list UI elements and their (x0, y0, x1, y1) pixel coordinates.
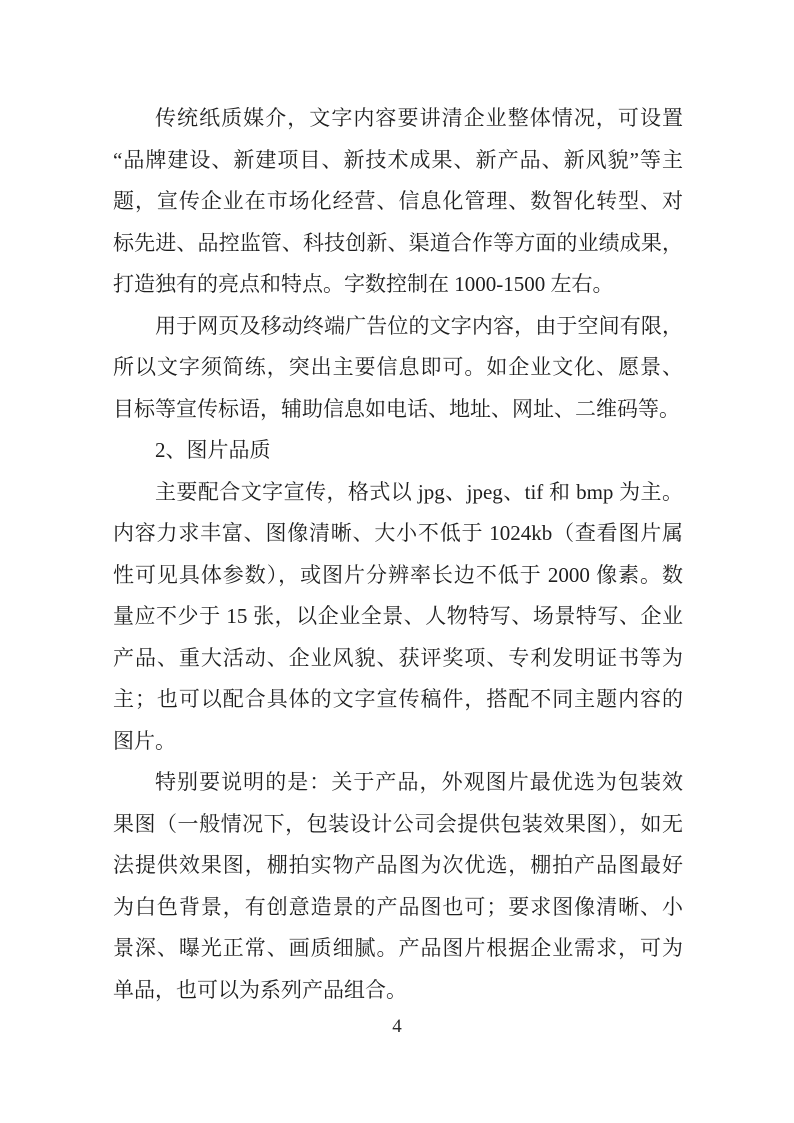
text-line: 题，宣传企业在市场化经营、信息化管理、数智化转型、对 (113, 189, 683, 213)
paragraph (113, 430, 683, 472)
paragraph (113, 762, 683, 1011)
text-line: 打造独有的亮点和特点。字数控制在 1000-1500 左右。 (113, 272, 614, 296)
text-line: 主要配合文字宣传，格式以 jpg、jpeg、tif 和 bmp 为主。 (155, 479, 683, 504)
text-line: 主；也可以配合具体的文字宣传稿件，搭配不同主题内容的 (113, 687, 683, 711)
paragraph (113, 472, 683, 763)
text-line: 特别要说明的是：关于产品，外观图片最优选为包装效 (155, 770, 683, 794)
text-line: 为白色背景，有创意造景的产品图也可；要求图像清晰、小 (113, 894, 683, 919)
text-line: 法提供效果图，棚拍实物产品图为次优选，棚拍产品图最好 (113, 853, 683, 877)
text-line: 图片。 (113, 728, 176, 753)
text-line: 用于网页及移动终端广告位的文字内容，由于空间有限， (155, 313, 683, 338)
text-line: 性可见具体参数），或图片分辨率长边不低于 2000 像素。数 (113, 562, 683, 587)
text-line: 产品、重大活动、企业风貌、获评奖项、专利发明证书等为 (113, 645, 683, 670)
text-line: 量应不少于 15 张，以企业全景、人物特写、场景特写、企业 (113, 604, 683, 628)
text-line: 内容力求丰富、图像清晰、大小不低于 1024kb（查看图片属 (113, 521, 683, 545)
text-line: 目标等宣传标语，辅助信息如电话、地址、网址、二维码等。 (113, 396, 680, 421)
text-line: 景深、曝光正常、画质细腻。产品图片根据企业需求，可为 (113, 936, 683, 960)
page-number: 4 (392, 1016, 402, 1037)
document-body (113, 98, 683, 1011)
text-line: 果图（一般情况下，包装设计公司会提供包装效果图），如无 (113, 811, 683, 836)
text-line: 所以文字须简练，突出主要信息即可。如企业文化、愿景、 (113, 355, 683, 379)
text-line: 2、图片品质 (155, 438, 271, 462)
text-line: 标先进、品控监管、科技创新、渠道合作等方面的业绩成果， (113, 230, 683, 255)
paragraph (113, 98, 683, 306)
text-line: 传统纸质媒介，文字内容要讲清企业整体情况，可设置 (155, 106, 683, 130)
paragraph (113, 306, 683, 431)
text-line: “品牌建设、新建项目、新技术成果、新产品、新风貌”等主 (113, 147, 683, 172)
text-line: 单品，也可以为系列产品组合。 (113, 977, 407, 1002)
